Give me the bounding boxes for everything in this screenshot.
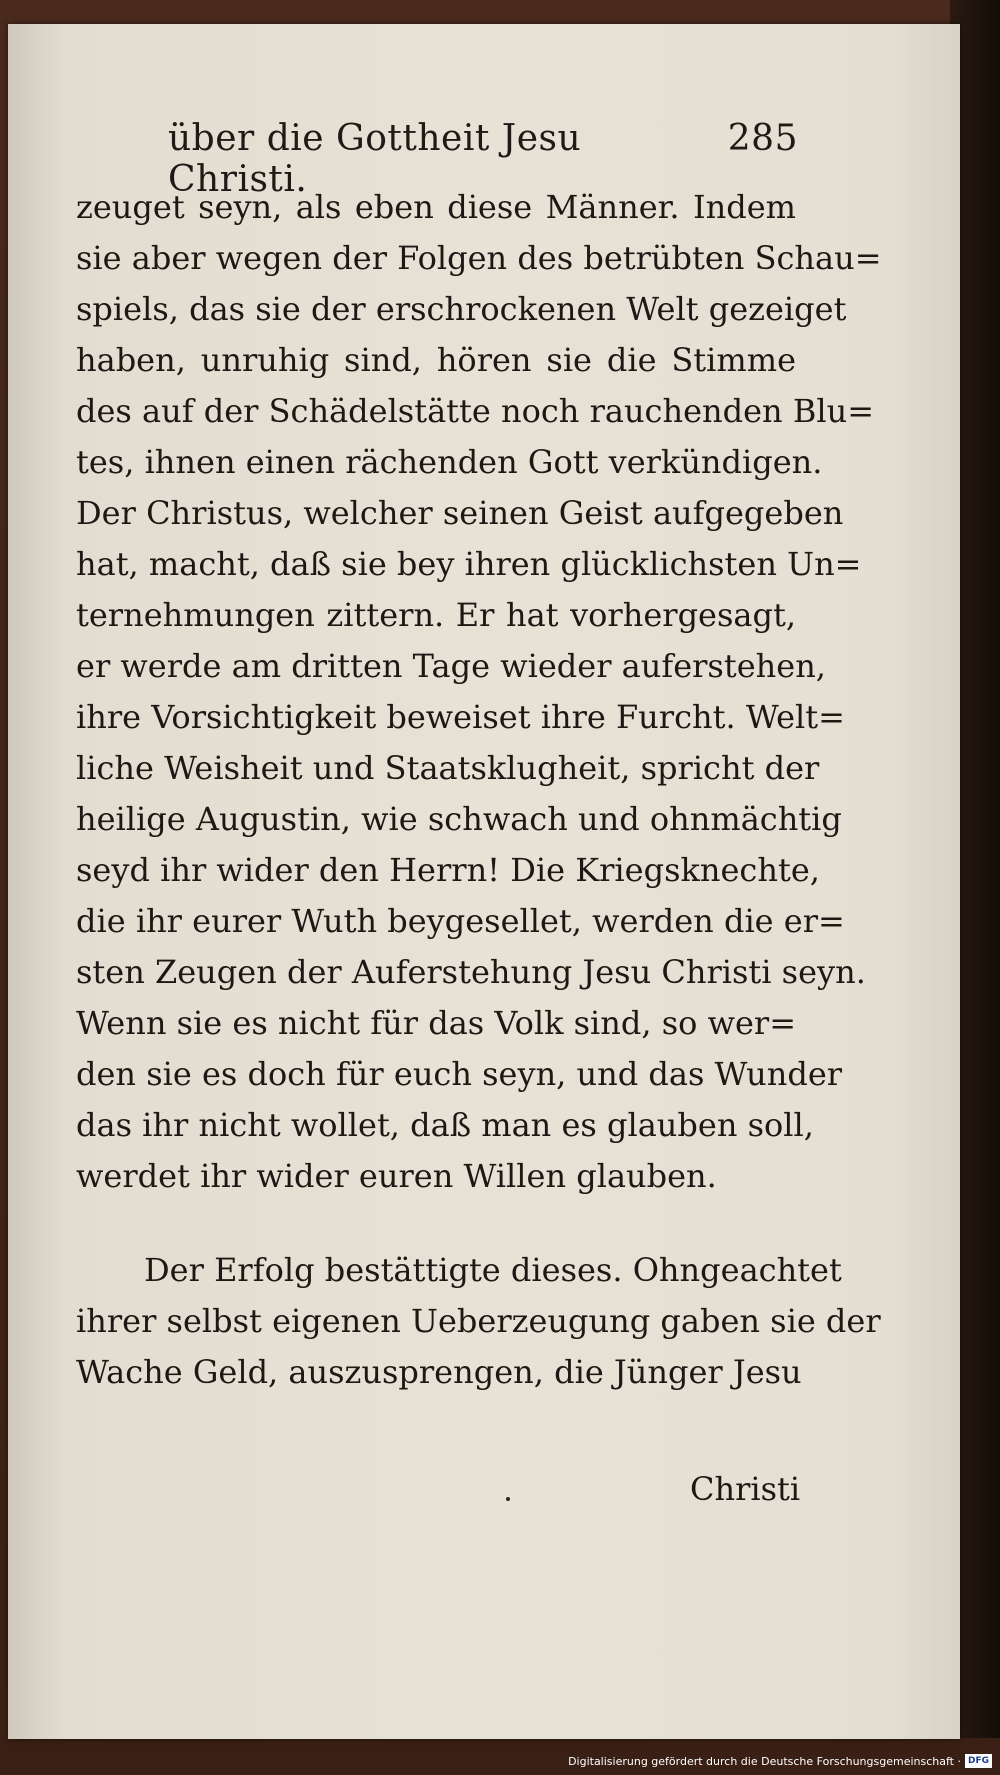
text-line: Der Christus, welcher seinen Geist aufgegeben bbox=[76, 494, 844, 532]
catchword: Christi bbox=[690, 1470, 801, 1508]
text-line: werdet ihr wider euren Willen glauben. bbox=[76, 1157, 717, 1195]
text-line: ternehmungen zittern. Er hat vorhergesagt, bbox=[76, 596, 796, 634]
page-number: 285 bbox=[727, 118, 798, 159]
text-line: Wache Geld, auszusprengen, die Jünger Jesu bbox=[76, 1353, 802, 1391]
text-line: das ihr nicht wollet, daß man es glauben soll, bbox=[76, 1106, 814, 1144]
body-text bbox=[76, 182, 882, 1398]
text-line: sie aber wegen der Folgen des betrübten Schau= bbox=[76, 239, 882, 277]
digitization-footer bbox=[568, 1752, 992, 1770]
text-line: den sie es doch für euch seyn, und das Wunder bbox=[76, 1055, 843, 1093]
paragraph-2 bbox=[76, 1245, 881, 1398]
text-line: er werde am dritten Tage wieder auferstehen, bbox=[76, 647, 826, 685]
running-head bbox=[168, 118, 798, 200]
text-line: spiels, das sie der erschrockenen Welt gezeiget bbox=[76, 290, 847, 328]
text-line: heilige Augustin, wie schwach und ohnmächtig bbox=[76, 800, 842, 838]
dfg-logo-icon: DFG bbox=[965, 1754, 992, 1768]
running-head-title: über die Gottheit Jesu Christi. bbox=[168, 118, 582, 200]
footer-credit: Digitalisierung gefördert durch die Deutsche Forschungsgemeinschaft · bbox=[568, 1754, 961, 1768]
text-line: Wenn sie es nicht für das Volk sind, so wer= bbox=[76, 1004, 797, 1042]
text-line: tes, ihnen einen rächenden Gott verkündigen. bbox=[76, 443, 823, 481]
text-line: sten Zeugen der Auferstehung Jesu Christi seyn. bbox=[76, 953, 866, 991]
text-line: zeuget seyn, als eben diese Männer. Indem bbox=[76, 188, 796, 226]
text-line: ihrer selbst eigenen Ueberzeugung gaben sie der bbox=[76, 1302, 881, 1340]
text-line: Der Erfolg bestättigte dieses. Ohngeachtet bbox=[144, 1251, 842, 1289]
ink-speck bbox=[506, 1497, 510, 1501]
text-line: hat, macht, daß sie bey ihren glücklichsten Un= bbox=[76, 545, 862, 583]
text-line: liche Weisheit und Staatsklugheit, spricht der bbox=[76, 749, 820, 787]
text-line: die ihr eurer Wuth beygesellet, werden die er= bbox=[76, 902, 845, 940]
text-line: des auf der Schädelstätte noch rauchenden Blu= bbox=[76, 392, 874, 430]
text-line: seyd ihr wider den Herrn! Die Kriegsknechte, bbox=[76, 851, 820, 889]
text-line: ihre Vorsichtigkeit beweiset ihre Furcht. Welt= bbox=[76, 698, 845, 736]
paragraph-1 bbox=[76, 182, 882, 1202]
text-line: haben, unruhig sind, hören sie die Stimme bbox=[76, 341, 796, 379]
